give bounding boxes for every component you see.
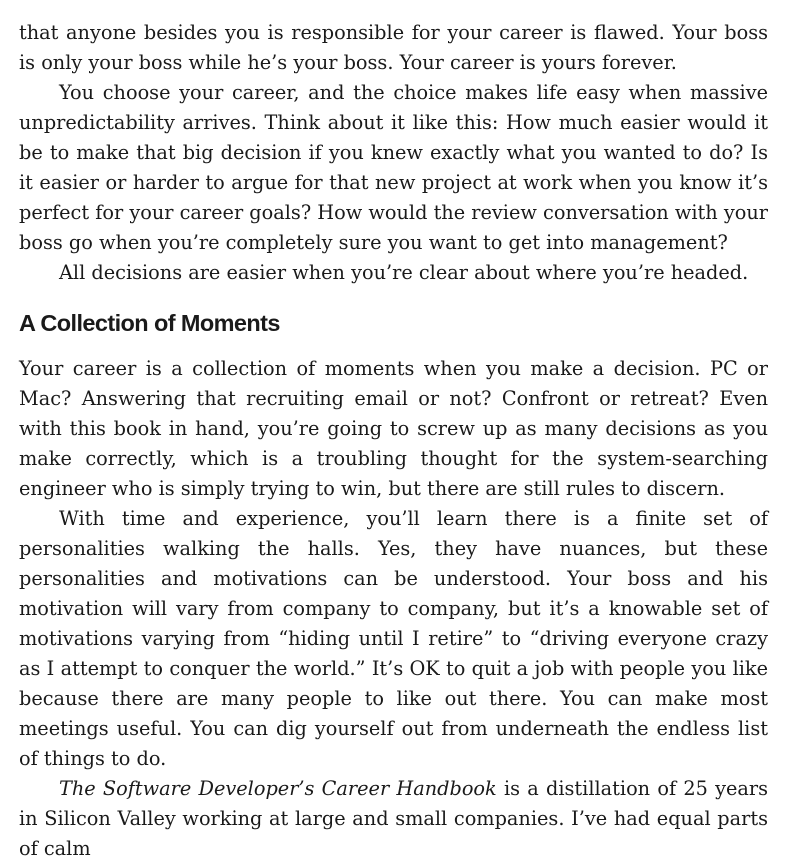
section-1-text (19, 18, 768, 288)
paragraph: All decisions are easier when you’re clear about where you’re headed. (59, 261, 749, 284)
paragraph: that anyone besides you is responsible for your career is flawed. Your boss is only your boss while he’s your boss. Your career is yours forever. (19, 21, 768, 74)
paragraph: You choose your career, and the choice makes life easy when massive unpredictability arrives. Think about it like this: How much easier would it be to make that big decision if you knew exactly what you wanted to do? Is it easier or harder to argue for that new project at work when you know it’s perfect for your career goals? How would the review conversation with your boss go when you’re completely sure you want to get into management? (19, 81, 768, 254)
section-heading: A Collection of Moments (19, 310, 280, 336)
paragraph: With time and experience, you’ll learn there is a finite set of personalities walking the halls. Yes, they have nuances, but these personalities and motivations can be understood. Your boss and his motivation will vary from company to company, but it’s a knowable set of motivations varying from “hiding until I retire” to “driving everyone crazy as I attempt to conquer the world.” It’s OK to quit a job with people you like because there are many people to like out there. You can make most meetings useful. You can dig yourself out from underneath the endless list of things to do. (19, 507, 768, 770)
section-2-text (19, 354, 768, 864)
book-title: The Software Developer’s Career Handbook (59, 777, 497, 800)
paragraph-text: is a distillation of 25 years in Silicon Valley working at large and small companies. I’ve had equal parts of calm (19, 777, 768, 860)
paragraph: Your career is a collection of moments when you make a decision. PC or Mac? Answering that recruiting email or not? Confront or retreat? Even with this book in hand, you’re going to screw up as many decisions as you make correctly, which is a troubling thought for the system-searching engineer who is simply trying to win, but there are still rules to discern. (19, 357, 768, 500)
paragraph (19, 774, 768, 864)
